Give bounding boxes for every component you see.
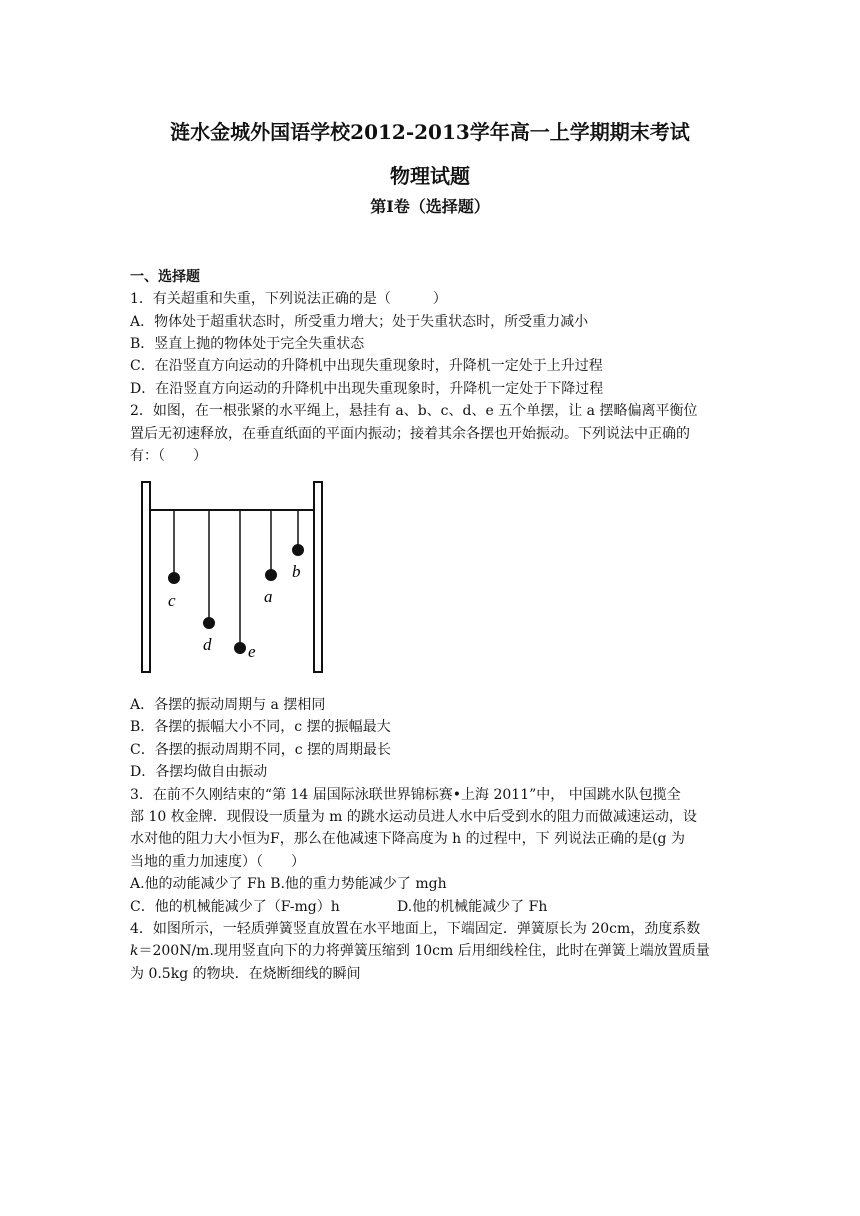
bob-b — [292, 544, 304, 556]
q3-options-ab: A.他的动能减少了 Fh B.他的重力势能减少了 mgh — [130, 876, 447, 892]
q2-stem-line1: 2．如图，在一根张紧的水平绳上，悬挂有 a、b、c、d、e 五个单摆，让 a 摆略偏离平衡位 — [130, 403, 698, 419]
q3-stem-line2: 部 10 枚金牌．现假设一质量为 m 的跳水运动员进人水中后受到水的阻力而做减速运动，设 — [130, 809, 697, 825]
bob-d — [203, 617, 215, 629]
pendulum-figure — [140, 480, 330, 676]
q4-stem-line3: 为 0.5kg 的物块．在烧断细线的瞬间 — [130, 966, 361, 982]
q2-option-d: D．各摆均做自由振动 — [130, 764, 268, 780]
q4-stem-line1: 4．如图所示，一轻质弹簧竖直放置在水平地面上，下端固定．弹簧原长为 20cm，劲度系数 — [130, 921, 701, 937]
section-heading: 一、选择题 — [130, 269, 200, 285]
q1-option-b: B．竖直上抛的物体处于完全失重状态 — [130, 336, 365, 352]
right-post — [314, 482, 322, 672]
q2-option-b: B．各摆的振幅大小不同，c 摆的振幅最大 — [130, 719, 391, 735]
q3-stem-line3: 水对他的阻力大小恒为F，那么在他减速下降高度为 h 的过程中，下 列说法正确的是(g 为 — [130, 831, 685, 847]
q1-option-a: A．物体处于超重状态时，所受重力增大；处于失重状态时，所受重力减小 — [130, 314, 589, 330]
bob-c — [168, 572, 180, 584]
q3-option-d: D.他的机械能减少了 Fh — [397, 899, 548, 915]
q1-option-d: D．在沿竖直方向运动的升降机中出现失重现象时，升降机一定处于下降过程 — [130, 381, 604, 397]
q2-option-a: A．各摆的振动周期与 a 摆相同 — [130, 697, 326, 713]
q2-stem-line2: 置后无初速释放，在垂直纸面的平面内振动；接着其余各摆也开始振动。下列说法中正确的 — [130, 426, 690, 442]
q1-option-c: C．在沿竖直方向运动的升降机中出现失重现象时，升降机一定处于上升过程 — [130, 358, 603, 374]
q2-stem-line3: 有：（ ） — [130, 448, 207, 464]
q2-option-c: C．各摆的振动周期不同，c 摆的周期最长 — [130, 742, 392, 758]
q4-stem-line2-text: ＝200N/m.现用竖直向下的力将弹簧压缩到 10cm 后用细线栓住，此时在弹簧上端放置质量 — [138, 943, 710, 959]
q4-stem-line2 — [130, 942, 710, 960]
label-a: a — [264, 587, 273, 606]
left-post — [142, 482, 150, 672]
bob-e — [234, 642, 246, 654]
q3-option-c: C．他的机械能减少了（F-mg）h — [130, 899, 340, 915]
q3-stem-line1: 3．在前不久刚结束的“第 14 届国际泳联世界锦标赛•上海 2011”中， 中国跳水队包揽全 — [130, 787, 681, 803]
label-d: d — [203, 635, 212, 654]
exam-title: 涟水金城外国语学校2012-2013学年高一上学期期末考试 — [170, 120, 690, 144]
q1-stem: 1．有关超重和失重，下列说法正确的是（ ） — [130, 291, 447, 307]
q4-k-variable: k — [130, 943, 139, 959]
label-e: e — [248, 642, 256, 661]
label-c: c — [168, 591, 176, 610]
label-b: b — [292, 562, 301, 581]
bob-a — [265, 569, 277, 581]
q3-stem-line4: 当地的重力加速度）（ ） — [130, 854, 305, 870]
volume-heading: 第Ⅰ卷（选择题） — [370, 197, 490, 216]
exam-subtitle: 物理试题 — [390, 164, 470, 188]
